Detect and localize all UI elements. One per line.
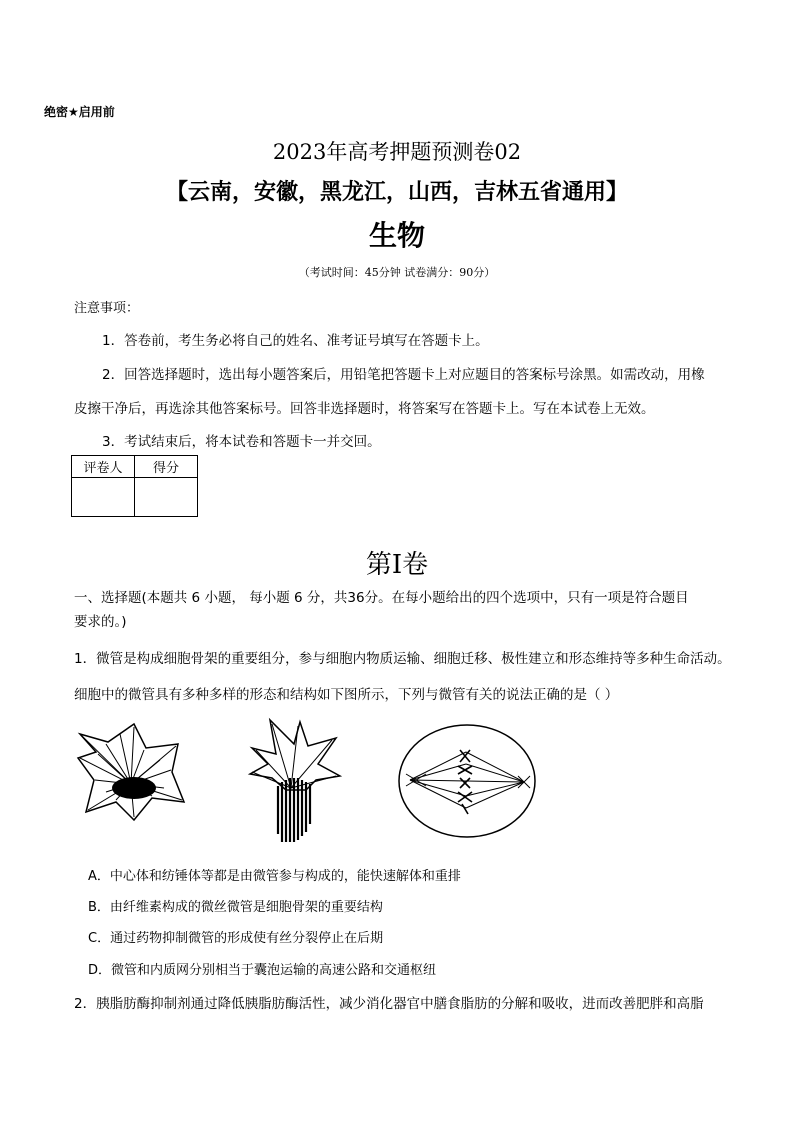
- question-1-option-a: A．中心体和纺锤体等都是由微管参与构成的，能快速解体和重排: [88, 869, 461, 884]
- score-header: 得分: [135, 456, 198, 478]
- confidential-label: 绝密★启用前: [44, 105, 115, 119]
- score-cell: [135, 478, 198, 517]
- grader-cell: [72, 478, 135, 517]
- section-intro-line-1: 一、选择题(本题共 6 小题， 每小题 6 分，共36分。在每小题给出的四个选项中，只有一项是符合题目: [74, 590, 689, 606]
- question-1-option-d: D．微管和内质网分别相当于囊泡运输的高速公路和交通枢纽: [88, 963, 437, 978]
- question-1-line-2: 细胞中的微管具有多种多样的形态和结构如下图所示，下列与微管有关的说法正确的是（ ）: [74, 687, 619, 703]
- subject-title: 生物: [368, 219, 425, 252]
- microtubule-figure-bundle: [246, 716, 342, 844]
- notice-item-3: 3．考试结束后，将本试卷和答题卡一并交回。: [102, 434, 381, 450]
- microtubule-figure-spindle: [396, 722, 538, 840]
- exam-subtitle: 【云南，安徽，黑龙江，山西，吉林五省通用】: [165, 180, 628, 205]
- section-intro-line-2: 要求的。): [74, 614, 127, 630]
- notice-item-1: 1．答卷前，考生务必将自己的姓名、准考证号填写在答题卡上。: [102, 333, 489, 349]
- question-1-line-1: 1．微管是构成细胞骨架的重要组分，参与细胞内物质运输、细胞迁移、极性建立和形态维持等多种生命活动。: [74, 651, 731, 667]
- grader-header: 评卷人: [72, 456, 135, 478]
- notice-item-2-line-1: 2．回答选择题时，选出每小题答案后，用铅笔把答题卡上对应题目的答案标号涂黑。如需改动，用橡: [102, 367, 705, 383]
- section-title: 第I卷: [365, 550, 429, 580]
- question-1-option-c: C．通过药物抑制微管的形成使有丝分裂停止在后期: [88, 931, 384, 946]
- notice-item-2-line-2: 皮擦干净后，再选涂其他答案标号。回答非选择题时，将答案写在答题卡上。写在本试卷上无效。: [74, 401, 655, 417]
- grading-table: [71, 455, 198, 517]
- exam-info: （考试时间：45分钟 试卷满分：90分）: [298, 266, 496, 279]
- exam-title: 2023年高考押题预测卷02: [272, 140, 522, 164]
- question-1-option-b: B．由纤维素构成的微丝微管是细胞骨架的重要结构: [88, 900, 383, 915]
- question-2-line-1: 2．胰脂肪酶抑制剂通过降低胰脂肪酶活性，减少消化器官中膳食脂肪的分解和吸收，进而改善肥胖和高脂: [74, 996, 704, 1012]
- microtubule-figure-interphase: [76, 722, 186, 824]
- notice-heading: 注意事项：: [74, 301, 140, 316]
